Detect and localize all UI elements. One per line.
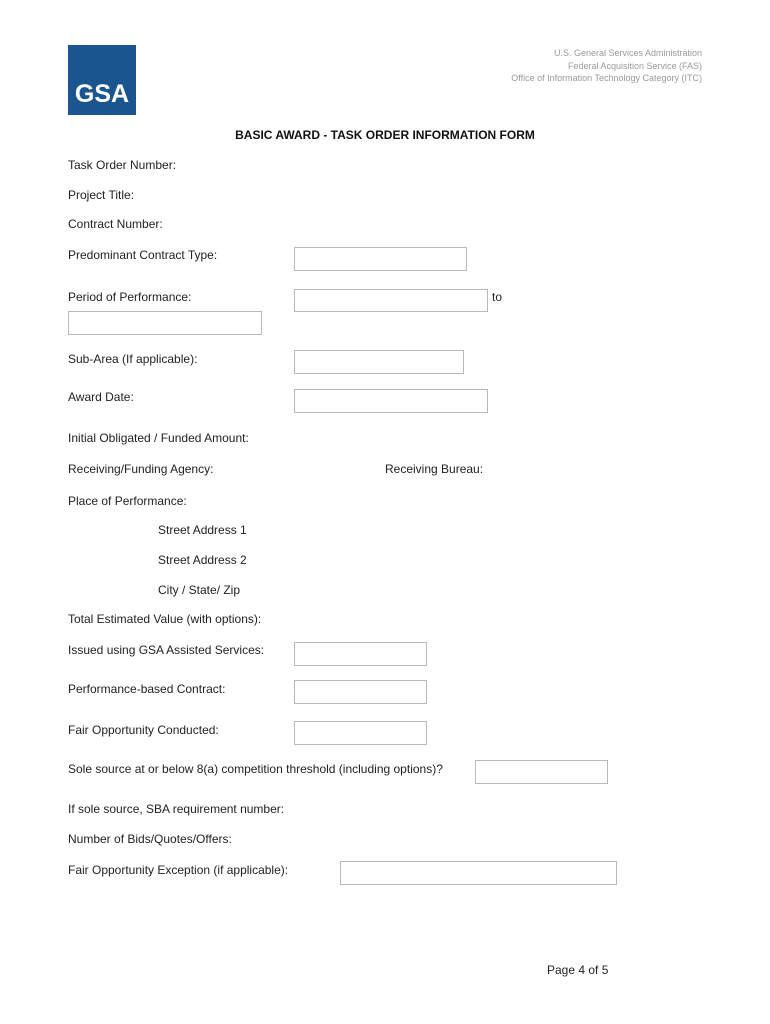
page-number: Page 4 of 5 xyxy=(547,963,609,977)
place-of-performance-label: Place of Performance: xyxy=(68,494,187,508)
gsa-logo-text: GSA xyxy=(74,80,130,108)
agency-line-3: Office of Information Technology Category (ITC) xyxy=(511,73,702,83)
form-title: BASIC AWARD - TASK ORDER INFORMATION FORM xyxy=(235,128,535,142)
award-date-field[interactable] xyxy=(294,389,488,413)
sba-requirement-label: If sole source, SBA requirement number: xyxy=(68,802,285,816)
fair-opportunity-exception-label: Fair Opportunity Exception (if applicable): xyxy=(68,863,289,877)
fair-opportunity-exception-field[interactable] xyxy=(340,861,617,885)
city-state-zip-label: City / State/ Zip xyxy=(158,583,241,597)
period-start-field[interactable] xyxy=(294,289,488,312)
period-end-field[interactable] xyxy=(68,311,262,335)
gsa-assisted-field[interactable] xyxy=(294,642,427,666)
receiving-agency-label: Receiving/Funding Agency: xyxy=(68,462,214,476)
fair-opportunity-field[interactable] xyxy=(294,721,427,745)
agency-line-1: U.S. General Services Administration xyxy=(553,48,702,58)
sole-source-label: Sole source at or below 8(a) competition threshold (including options)? xyxy=(68,762,443,776)
receiving-bureau-label: Receiving Bureau: xyxy=(385,462,484,476)
number-of-bids-label: Number of Bids/Quotes/Offers: xyxy=(68,832,232,846)
task-order-number-label: Task Order Number: xyxy=(68,158,177,172)
contract-number-label: Contract Number: xyxy=(68,217,163,231)
street-address-1-label: Street Address 1 xyxy=(158,523,247,537)
fair-opportunity-label: Fair Opportunity Conducted: xyxy=(68,723,219,737)
period-of-performance-label: Period of Performance: xyxy=(68,290,192,304)
sub-area-field[interactable] xyxy=(294,350,464,374)
contract-type-field[interactable] xyxy=(294,247,467,271)
period-to-label: to xyxy=(492,290,503,304)
total-estimated-value-label: Total Estimated Value (with options): xyxy=(68,612,262,626)
gsa-assisted-label: Issued using GSA Assisted Services: xyxy=(68,643,265,657)
award-date-label: Award Date: xyxy=(68,390,134,404)
gsa-logo xyxy=(68,45,136,115)
performance-based-field[interactable] xyxy=(294,680,427,704)
agency-line-2: Federal Acquisition Service (FAS) xyxy=(567,60,702,71)
agency-header xyxy=(511,47,702,85)
contract-type-label: Predominant Contract Type: xyxy=(68,248,218,262)
performance-based-label: Performance-based Contract: xyxy=(68,682,226,696)
street-address-2-label: Street Address 2 xyxy=(158,553,247,567)
project-title-label: Project Title: xyxy=(68,188,135,202)
sole-source-field[interactable] xyxy=(475,760,608,784)
sub-area-label: Sub-Area (If applicable): xyxy=(68,352,198,366)
initial-obligated-label: Initial Obligated / Funded Amount: xyxy=(68,431,249,445)
